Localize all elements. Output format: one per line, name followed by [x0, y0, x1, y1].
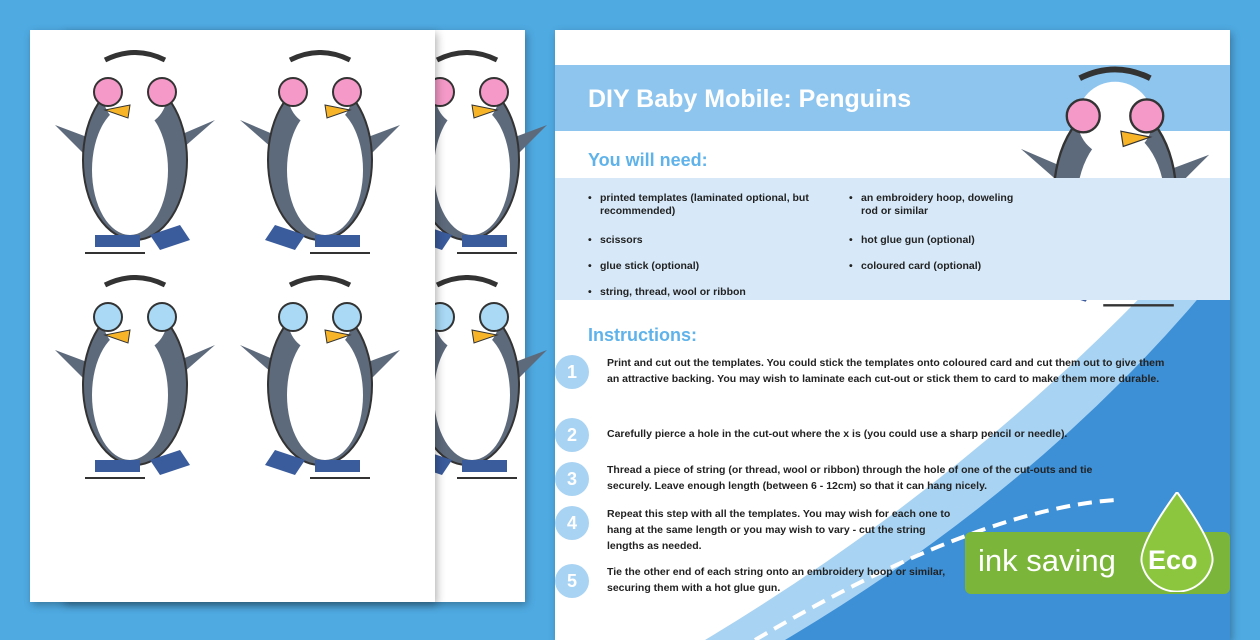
needs-heading: You will need: [588, 150, 708, 170]
ink-saving-label: ink saving [978, 543, 1116, 578]
needs-item: • scissors [600, 234, 810, 247]
penguin-pink-image [50, 50, 220, 260]
penguin-pink-image [235, 50, 405, 260]
instructions-heading: Instructions: [588, 325, 698, 345]
eco-label: Eco [1148, 545, 1198, 575]
instructions-sheet: DIY Baby Mobile: Penguins You will need: • printed templates (laminated optional, but recommended) • scissors • glue stick (optional) • string, thread, wool or ribbon • an embroidery hoop, doweling rod or similar • hot glue gun (optional) • coloured card (optional) Instructions: 1 Print and cut out the templates. You could stick the templates onto coloured card and cut them out to give them an attractive backing. You may wish to laminate each cut-out or stick them to card to make them more durable. 2 Carefully pierce a hole in the cut-out where the x is (you could use a sharp pencil or needle). 3 Thread a piece of string (or thread, wool or ribbon) through the hole of one of the cut-outs and tie securely. Leave enough length (between 6 - 12cm) so that it can hang nicely. 4 Repeat this step with all the templates. You may wish for each one to hang at the same length or you may wish to vary - cut the string lengths as needed. 5 Tie the other end of each string onto an embroidery hoop or similar, securing them with a hot glue gun. [555, 30, 1230, 640]
penguin-blue-image [50, 275, 220, 485]
needs-item: • printed templates (laminated optional, but recommended) [600, 192, 810, 218]
penguin-blue-image [235, 275, 405, 485]
eco-drop-icon [1137, 492, 1217, 592]
page-title: DIY Baby Mobile: Penguins [588, 85, 912, 113]
front-template-sheet [30, 30, 435, 602]
needs-item: • coloured card (optional) [861, 260, 1071, 273]
needs-item: • string, thread, wool or ribbon [600, 286, 810, 299]
needs-item: • glue stick (optional) [600, 260, 810, 273]
needs-item: • hot glue gun (optional) [861, 234, 1071, 247]
needs-item: • an embroidery hoop, doweling rod or similar [861, 192, 1031, 218]
ink-saving-badge [965, 532, 1230, 594]
